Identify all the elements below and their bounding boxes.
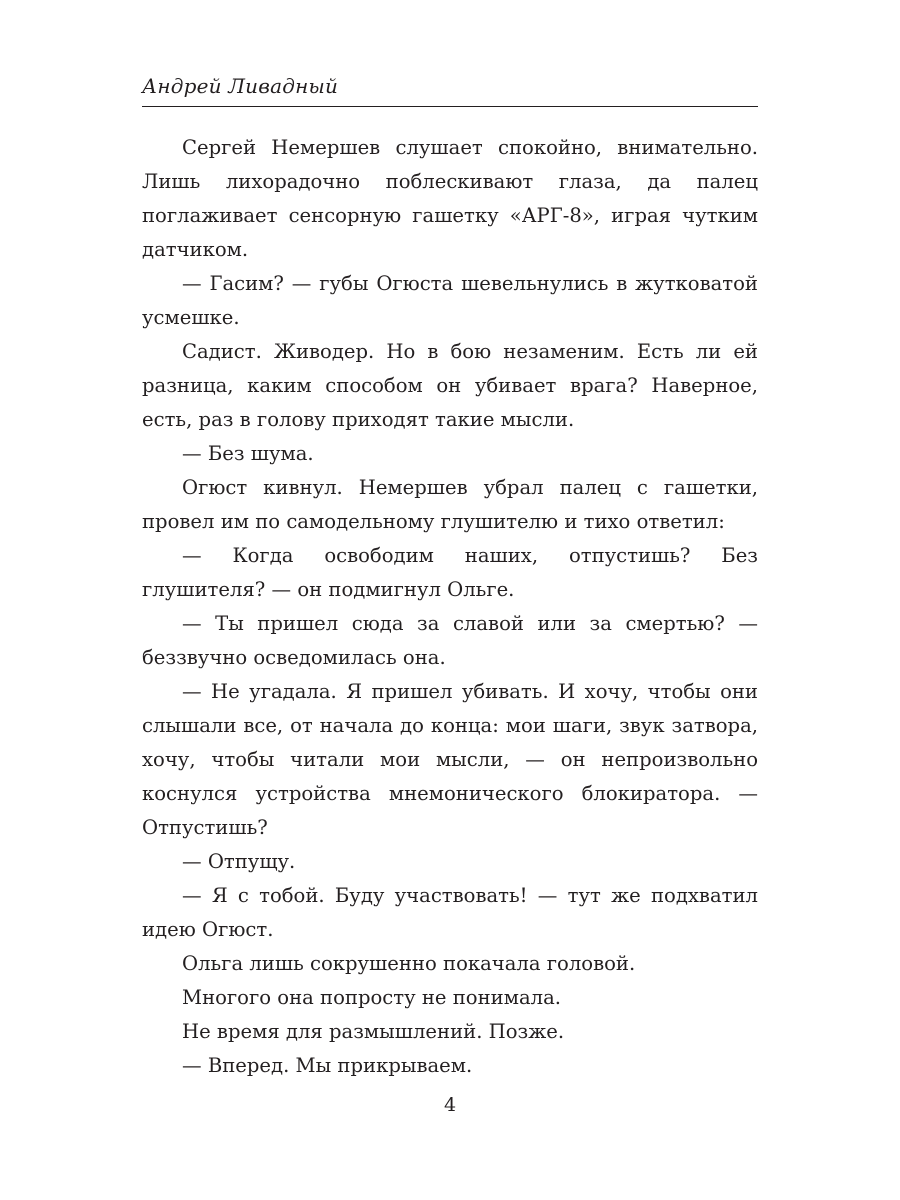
running-head-author: Андрей Ливадный: [142, 74, 339, 98]
paragraph: — Вперед. Мы прикрываем.: [182, 1054, 473, 1077]
paragraph: — Ты пришел сюда за славой или за смертью? — беззвучно осведомилась она.: [142, 612, 758, 669]
paragraph: — Когда освободим наших, отпустишь? Без глушителя? — он подмигнул Ольге.: [142, 544, 758, 601]
body-text: [142, 131, 758, 1083]
paragraph: — Без шума.: [182, 442, 314, 465]
page-number: 4: [443, 1094, 457, 1116]
paragraph: — Я с тобой. Буду участвовать! — тут же подхватил идею Огюст.: [142, 884, 758, 941]
paragraph: Многого она попросту не понимала.: [182, 986, 561, 1009]
paragraph: Не время для размышлений. Позже.: [182, 1020, 565, 1043]
paragraph: — Не угадала. Я пришел убивать. И хочу, чтобы они слышали все, от начала до конца: мои шаги, звук затвора, хочу, чтобы читали мои мысли, — он непроизвольно коснулся устройства мнемонического блокиратора. — Отпустишь?: [142, 680, 758, 839]
paragraph: Садист. Живодер. Но в бою незаменим. Есть ли ей разница, каким способом он убивает врага? Наверное, есть, раз в голову приходят такие мысли.: [142, 340, 758, 431]
paragraph: Сергей Немершев слушает спокойно, внимательно. Лишь лихорадочно поблескивают глаза, да палец поглаживает сенсорную гашетку «АРГ-8», играя чутким датчиком.: [142, 136, 758, 261]
paragraph: Огюст кивнул. Немершев убрал палец с гашетки, провел им по самодельному глушителю и тихо ответил:: [142, 476, 758, 533]
paragraph: Ольга лишь сокрушенно покачала головой.: [182, 952, 636, 975]
header-rule: [142, 106, 758, 107]
paragraph: — Отпущу.: [182, 850, 296, 873]
paragraph: — Гасим? — губы Огюста шевельнулись в жутковатой усмешке.: [142, 272, 758, 329]
